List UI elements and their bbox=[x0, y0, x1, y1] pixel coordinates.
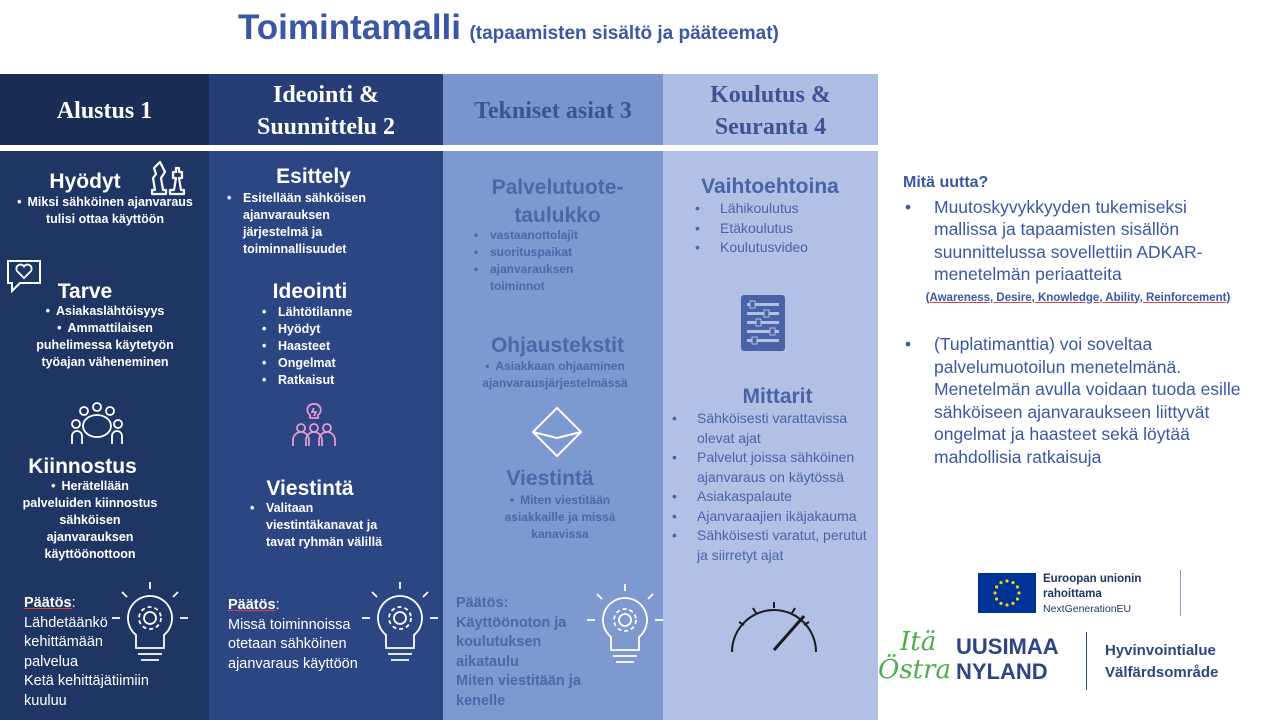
paatos-block-2 bbox=[228, 596, 378, 674]
right-panel bbox=[903, 172, 1253, 468]
column-header-label: Suunnittelu 2 bbox=[256, 114, 396, 140]
lightbulb-gear-icon bbox=[585, 582, 665, 674]
column-header-label: Koulutus & bbox=[710, 82, 831, 108]
right-bullet-2: • (Tuplatimanttia) voi soveltaa palvelumuotoilun menetelmänä. Menetelmän avulla voidaan tuoda esille sähköiseen ajanvaraukseen liittyvät ongelmat ja haasteet sekä löytää mahdollisia ratkaisuja bbox=[903, 333, 1248, 468]
logo-ita-text: Itä bbox=[900, 627, 937, 657]
paatos-label: Päätös bbox=[228, 597, 276, 613]
column-header-2 bbox=[209, 74, 443, 148]
paatos-line: Ketä kehittäjätiimiin kuuluu bbox=[24, 673, 149, 709]
logo-hv-line: Välfärdsområde bbox=[1105, 664, 1219, 681]
list-item: • ajanvarauksen toiminnot bbox=[474, 261, 624, 295]
paatos-label: Päätös bbox=[456, 595, 504, 611]
ita-uusimaa-logo-script bbox=[878, 628, 951, 684]
list-item: • Ratkaisut bbox=[262, 372, 382, 389]
lightbulb-gear-icon bbox=[360, 580, 440, 672]
ohjaustekstit-list bbox=[450, 358, 660, 392]
paatos-colon: : bbox=[71, 595, 76, 611]
divider bbox=[1086, 632, 1087, 690]
adkar-terms: (Awareness, Desire, Knowledge, Ability, Reinforcement) bbox=[925, 291, 1231, 304]
hyodyt-title: Hyödyt bbox=[49, 170, 121, 193]
abacus-icon bbox=[740, 294, 786, 352]
title-line: Palvelutuote- bbox=[491, 176, 624, 199]
list-item: • Herätellään palveluiden kiinnostus sähköisen ajanvarauksen käyttöönottoon bbox=[15, 478, 165, 563]
paatos-block-3 bbox=[456, 594, 596, 711]
paatos-line: Käyttöönoton ja koulutuksen aikataulu bbox=[456, 614, 567, 670]
ideointi-title: Ideointi bbox=[272, 280, 348, 303]
paatos-colon: : bbox=[275, 597, 280, 613]
paatos-colon: : bbox=[503, 595, 509, 611]
viestinta-title-2: Viestintä bbox=[266, 477, 354, 500]
list-item: • Sähköisesti varattavissa olevat ajat bbox=[672, 409, 878, 448]
eu-line: NextGenerationEU bbox=[1043, 603, 1132, 615]
kiinnostus-list bbox=[15, 478, 165, 563]
esittely-list bbox=[227, 190, 392, 258]
right-question: Mitä uutta? bbox=[903, 174, 989, 191]
divider bbox=[1180, 570, 1181, 616]
kiinnostus-title: Kiinnostus bbox=[28, 455, 137, 478]
list-item: • Miten viestitään asiakkaille ja missä kanavissa bbox=[485, 492, 635, 543]
eu-stars-icon bbox=[978, 573, 1036, 613]
tarve-list bbox=[5, 303, 205, 371]
list-item: • Etäkoulutus bbox=[695, 219, 845, 239]
header-divider bbox=[0, 145, 878, 151]
logo-hv-line: Hyvinvointialue bbox=[1105, 642, 1216, 659]
lightbulb-gear-icon bbox=[110, 580, 190, 672]
list-item: • Koulutusvideo bbox=[695, 238, 845, 258]
paatos-text: Missä toiminnoissa otetaan sähköinen ajanvaraus käyttöön bbox=[228, 616, 358, 672]
team-idea-icon bbox=[290, 402, 338, 450]
column-header-label: Tekniset asiat 3 bbox=[474, 98, 632, 124]
list-item: • Lähikoulutus bbox=[695, 199, 845, 219]
hyvinvointialue-logo-text bbox=[1105, 640, 1218, 684]
palvelutuote-list bbox=[474, 227, 624, 295]
list-item: • Haasteet bbox=[262, 338, 382, 355]
column-header-1 bbox=[0, 74, 209, 148]
paatos-label: Päätös bbox=[24, 595, 72, 611]
list-item: • Ongelmat bbox=[262, 355, 382, 372]
ohjaustekstit-title: Ohjaustekstit bbox=[490, 334, 625, 357]
list-item: • Miksi sähköinen ajanvaraus tulisi ottaa käyttöön bbox=[15, 194, 195, 228]
list-item: • Asiakkaan ohjaaminen ajanvarausjärjestelmässä bbox=[450, 358, 660, 392]
eu-funding-text bbox=[1043, 572, 1141, 617]
vaihtoehtoina-title: Vaihtoehtoina bbox=[701, 175, 839, 198]
list-item: • Lähtötilanne bbox=[262, 304, 382, 321]
logo-uusimaa-text: UUSIMAA bbox=[956, 634, 1059, 659]
eu-flag bbox=[978, 573, 1036, 613]
list-item: • Asiakaslähtöisyys bbox=[5, 303, 205, 320]
list-item: • Palvelut joissa sähköinen ajanvaraus on käytössä bbox=[672, 448, 878, 487]
column-header-label: Seuranta 4 bbox=[714, 114, 827, 140]
esittely-title: Esittely bbox=[276, 165, 351, 188]
logo-ostra-text: Östra bbox=[878, 655, 952, 685]
meeting-table-icon bbox=[70, 400, 124, 446]
list-item: • Sähköisesti varatut, perutut ja siirretyt ajat bbox=[672, 526, 878, 565]
eu-line: rahoittama bbox=[1043, 588, 1102, 600]
title-main: Toimintamalli bbox=[238, 8, 461, 47]
page-title bbox=[238, 8, 779, 48]
title-subtitle: (tapaamisten sisältö ja pääteemat) bbox=[469, 23, 779, 44]
paatos-line: Miten viestitään ja kenelle bbox=[456, 673, 581, 709]
chess-pieces-icon bbox=[146, 158, 188, 198]
list-item: • Ammattilaisen puhelimessa käytetyön työajan väheneminen bbox=[5, 320, 205, 371]
right-bullet-1: • Muutoskyvykkyyden tukemiseksi mallissa ja tapaamisten sisällön suunnittelussa sovellettiin ADKAR-menetelmän periaatteita bbox=[903, 196, 1233, 286]
list-item: • Ajanvaraajien ikäjakauma bbox=[672, 507, 878, 527]
mittarit-title: Mittarit bbox=[742, 385, 813, 408]
logo-nyland-text: NYLAND bbox=[956, 659, 1048, 684]
list-item: • Hyödyt bbox=[262, 321, 382, 338]
column-header-label: Ideointi & bbox=[272, 82, 379, 108]
list-item: • Valitaan viestintäkanavat ja tavat ryhmän välillä bbox=[250, 500, 390, 551]
hyodyt-list bbox=[15, 194, 195, 228]
list-item: • Asiakaspalaute bbox=[672, 487, 878, 507]
column-header-label: Alustus 1 bbox=[56, 98, 153, 124]
ideointi-list bbox=[262, 304, 382, 389]
speedometer-icon bbox=[726, 598, 822, 656]
eu-line: Euroopan unionin bbox=[1043, 573, 1142, 585]
mittarit-list bbox=[672, 409, 878, 565]
list-item: • vastaanottolajit bbox=[474, 227, 624, 244]
viestinta-list-3 bbox=[485, 492, 635, 543]
palvelutuote-title bbox=[460, 174, 655, 230]
list-item: • Esitellään sähköisen ajanvarauksen järjestelmä ja toiminnallisuudet bbox=[227, 190, 392, 258]
viestinta-list-2 bbox=[250, 500, 390, 551]
paatos-line: Lähdetäänkö kehittämään palvelua bbox=[24, 614, 108, 670]
list-item: • suorituspaikat bbox=[474, 244, 624, 261]
envelope-icon bbox=[530, 405, 584, 459]
viestinta-title-3: Viestintä bbox=[506, 467, 594, 490]
column-header-4 bbox=[663, 74, 878, 148]
vaihtoehtoina-list bbox=[695, 199, 845, 258]
title-line: taulukko bbox=[514, 204, 601, 227]
tarve-title: Tarve bbox=[57, 280, 113, 303]
ita-uusimaa-logo-name bbox=[956, 634, 1059, 684]
column-header-3 bbox=[443, 74, 663, 148]
